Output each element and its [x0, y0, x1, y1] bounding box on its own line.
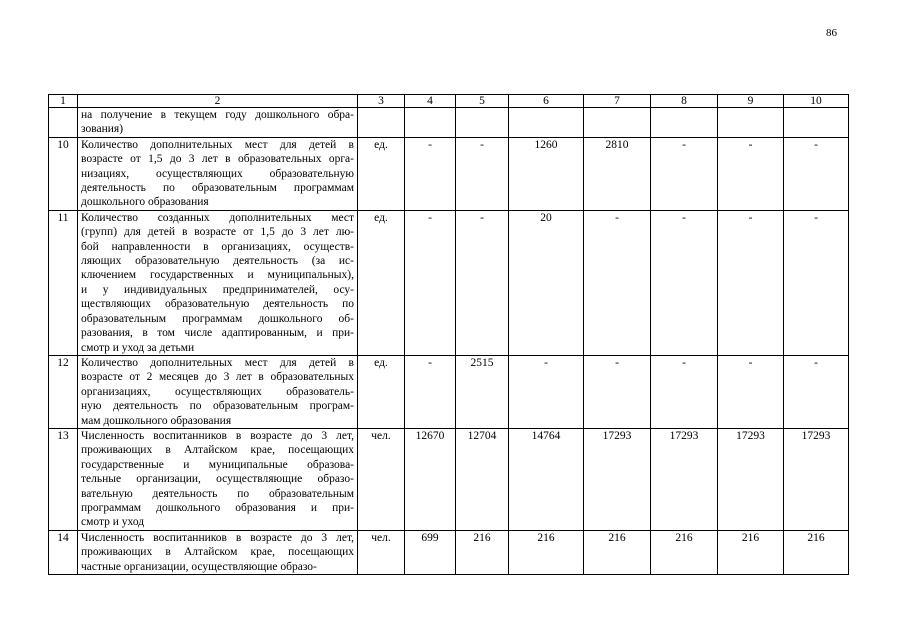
header-cell: 2 — [78, 95, 358, 108]
table-body — [49, 108, 849, 575]
value-cell: 14764 — [509, 428, 584, 530]
value-cell: 216 — [456, 530, 509, 574]
value-cell: 17293 — [784, 428, 849, 530]
value-cell: 216 — [784, 530, 849, 574]
header-cell: 5 — [456, 95, 509, 108]
value-cell: - — [784, 137, 849, 210]
value-cell: 2515 — [456, 355, 509, 428]
row-number: 14 — [49, 530, 78, 574]
row-number: 12 — [49, 355, 78, 428]
description-line: Количество созданных дополнительных мест — [81, 211, 354, 224]
description-line: проживающих в Алтайском крае, посещающих — [81, 444, 354, 457]
header-cell: 6 — [509, 95, 584, 108]
value-cell: - — [718, 137, 784, 210]
value-cell: 12670 — [405, 428, 456, 530]
description-line: дошкольного образования — [81, 196, 209, 209]
value-cell: - — [718, 355, 784, 428]
header-cell: 4 — [405, 95, 456, 108]
description-line: смотр и уход за детьми — [81, 341, 195, 354]
description-line: зования) — [81, 123, 124, 136]
description-line: разования, в том числе адаптированным, и при- — [81, 327, 354, 340]
row-unit: чел. — [358, 530, 405, 574]
table-row — [49, 210, 849, 355]
page-number: 86 — [826, 27, 837, 39]
value-cell: - — [509, 355, 584, 428]
value-cell: - — [651, 137, 718, 210]
description-line: ключением государственных и муниципальных), — [81, 269, 354, 282]
value-cell: 216 — [584, 530, 651, 574]
value-cell: 2810 — [584, 137, 651, 210]
description-line: бой направленности в организациях, осуществ- — [81, 240, 354, 253]
row-unit: ед. — [358, 137, 405, 210]
description-line: проживающих в Алтайском крае, посещающих — [81, 546, 354, 559]
description-line: Количество дополнительных мест для детей в — [81, 356, 354, 369]
row-description — [78, 137, 358, 210]
value-cell — [651, 108, 718, 138]
value-cell — [784, 108, 849, 138]
header-cell: 8 — [651, 95, 718, 108]
value-cell: - — [651, 210, 718, 355]
description-line: частные организации, осуществляющие образо- — [81, 560, 317, 573]
value-cell: 216 — [651, 530, 718, 574]
description-line: возрасте от 1,5 до 3 лет в образовательных орга- — [81, 153, 354, 166]
value-cell: 216 — [718, 530, 784, 574]
value-cell — [718, 108, 784, 138]
row-description — [78, 530, 358, 574]
table-header-row — [49, 95, 849, 108]
description-line: программам дошкольного образования и при- — [81, 501, 354, 514]
value-cell: 699 — [405, 530, 456, 574]
header-cell: 3 — [358, 95, 405, 108]
value-cell: - — [405, 137, 456, 210]
description-line: возрасте от 2 месяцев до 3 лет в образовательных — [81, 371, 354, 384]
value-cell: 1260 — [509, 137, 584, 210]
description-line: Численность воспитанников в возрасте до 3 лет, — [81, 531, 354, 544]
table-row — [49, 108, 849, 138]
row-description — [78, 108, 358, 138]
row-description — [78, 355, 358, 428]
description-line: мам дошкольного образования — [81, 414, 232, 427]
description-line: ществляющих образовательную деятельность по — [81, 298, 354, 311]
value-cell: - — [405, 210, 456, 355]
value-cell — [584, 108, 651, 138]
row-description — [78, 210, 358, 355]
value-cell: 20 — [509, 210, 584, 355]
description-line: ную деятельность по образовательным програм- — [81, 400, 354, 413]
value-cell: - — [651, 355, 718, 428]
row-number: 11 — [49, 210, 78, 355]
indicators-table — [48, 94, 849, 575]
description-line: тельные организации, осуществляющие образо- — [81, 473, 354, 486]
description-line: деятельность по образовательным программам — [81, 182, 354, 195]
row-unit: чел. — [358, 428, 405, 530]
value-cell: - — [584, 210, 651, 355]
table-row — [49, 137, 849, 210]
value-cell: - — [405, 355, 456, 428]
header-cell: 1 — [49, 95, 78, 108]
row-description — [78, 428, 358, 530]
value-cell — [509, 108, 584, 138]
value-cell: - — [718, 210, 784, 355]
header-cell: 10 — [784, 95, 849, 108]
description-line: вательную деятельность по образовательным — [81, 487, 354, 500]
row-unit — [358, 108, 405, 138]
table-row — [49, 530, 849, 574]
description-line: государственные и муниципальные образова- — [81, 458, 354, 471]
table-row — [49, 355, 849, 428]
row-unit: ед. — [358, 355, 405, 428]
value-cell: 17293 — [718, 428, 784, 530]
value-cell: 216 — [509, 530, 584, 574]
description-line: смотр и уход — [81, 516, 145, 529]
description-line: на получение в текущем году дошкольного обра- — [81, 109, 354, 121]
value-cell — [456, 108, 509, 138]
row-number: 13 — [49, 428, 78, 530]
description-line: и у индивидуальных предпринимателей, осу- — [81, 283, 354, 296]
row-number: 10 — [49, 137, 78, 210]
description-line: (групп) для детей в возрасте от 1,5 до 3 лет лю- — [81, 226, 354, 239]
row-unit: ед. — [358, 210, 405, 355]
value-cell: - — [584, 355, 651, 428]
value-cell: - — [784, 355, 849, 428]
value-cell: - — [784, 210, 849, 355]
header-cell: 9 — [718, 95, 784, 108]
value-cell — [405, 108, 456, 138]
value-cell: - — [456, 137, 509, 210]
description-line: организациях, осуществляющих образователь- — [81, 385, 354, 398]
value-cell: 12704 — [456, 428, 509, 530]
description-line: Количество дополнительных мест для детей в — [81, 138, 354, 151]
value-cell: 17293 — [584, 428, 651, 530]
value-cell: - — [456, 210, 509, 355]
description-line: образовательным программам дошкольного об- — [81, 312, 354, 325]
row-number — [49, 108, 78, 138]
header-cell: 7 — [584, 95, 651, 108]
description-line: низациях, осуществляющих образовательную — [81, 167, 354, 180]
table-row — [49, 428, 849, 530]
description-line: ляющих образовательную деятельность (за ис- — [81, 255, 354, 268]
description-line: Численность воспитанников в возрасте до 3 лет, — [81, 429, 354, 442]
value-cell: 17293 — [651, 428, 718, 530]
